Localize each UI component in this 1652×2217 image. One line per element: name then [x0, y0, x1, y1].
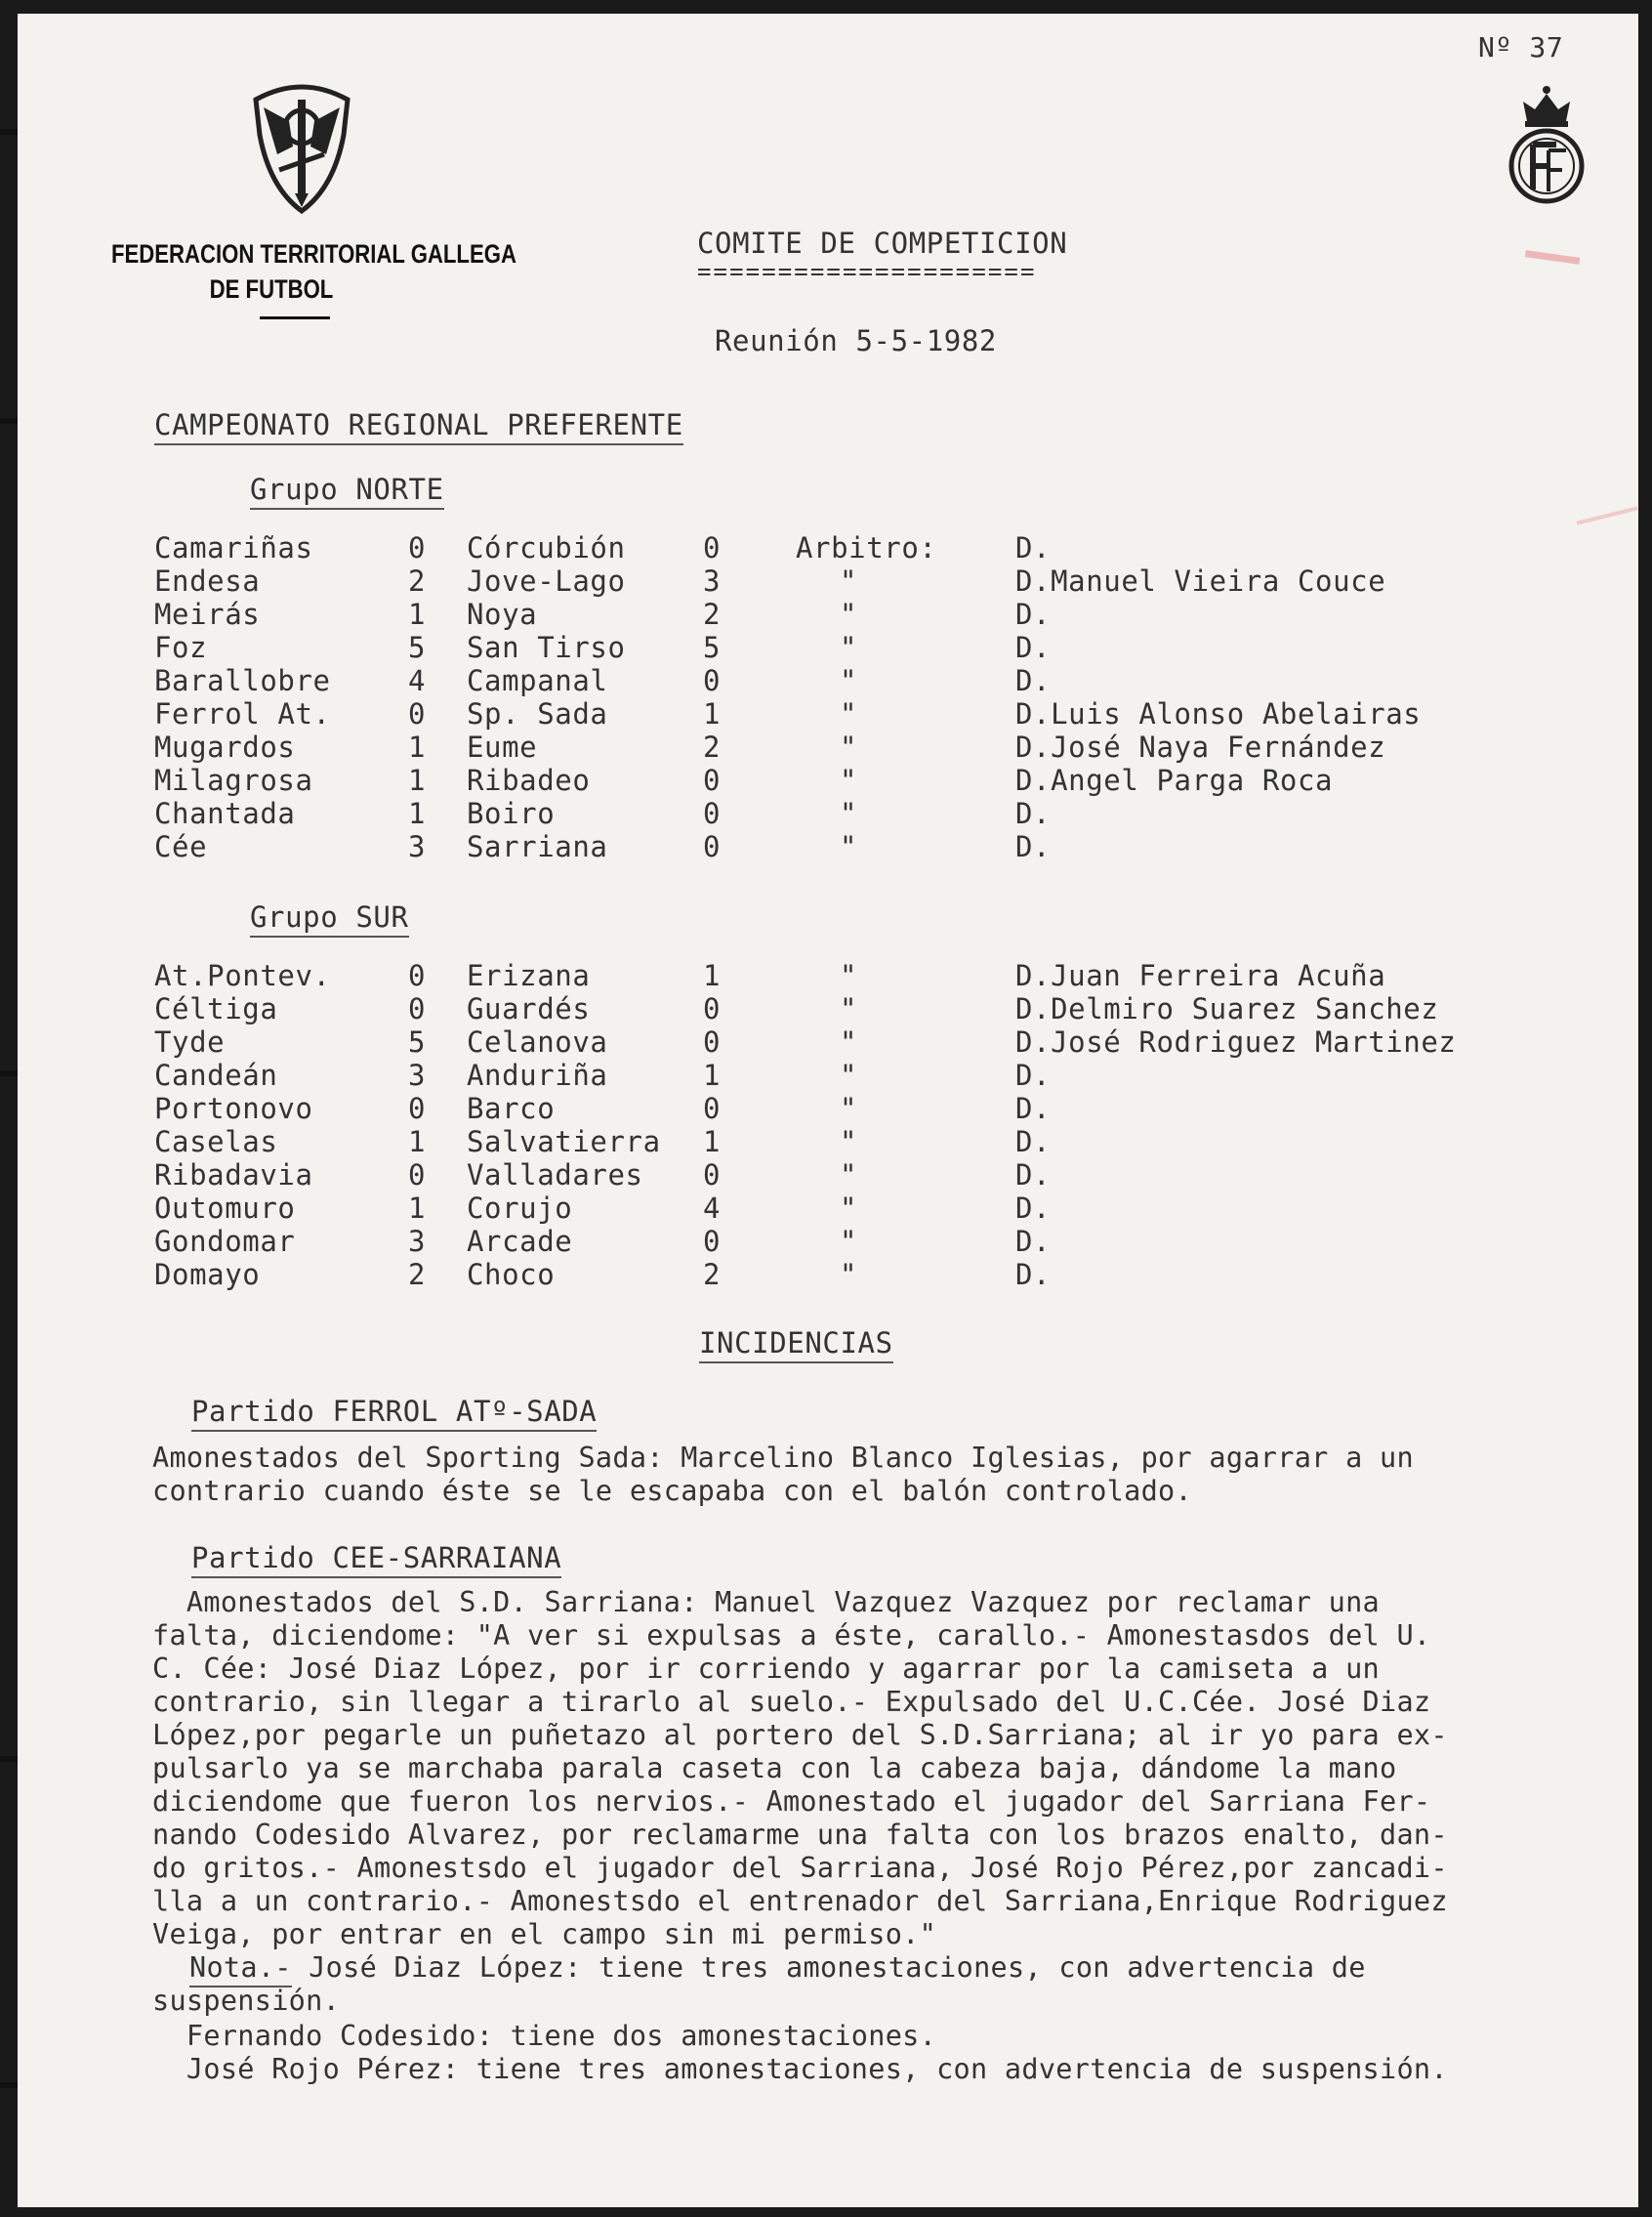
incidents-title: INCIDENCIAS [699, 1326, 893, 1363]
federation-name-line1: FEDERACION TERRITORIAL GALLEGA [111, 239, 516, 269]
table-row: Cée 3 Sarriana 0 " D. [154, 830, 1052, 863]
championship-title: CAMPEONATO REGIONAL PREFERENTE [154, 408, 683, 445]
table-row: Gondomar 3 Arcade 0 " D. [154, 1225, 1052, 1258]
table-row: Céltiga 0 Guardés 0 " D.Delmiro Suarez Sanchez [154, 992, 1439, 1025]
table-row: Meirás 1 Noya 2 " D. [154, 598, 1052, 631]
note-label: Nota.- [189, 1951, 292, 1987]
note-line4: José Rojo Pérez: tiene tres amonestaciones, con advertencia de suspensión. [152, 2053, 1448, 2085]
table-row: Endesa 2 Jove-Lago 3 " D.Manuel Vieira Couce [154, 565, 1386, 598]
group-north-title: Grupo NORTE [250, 473, 444, 510]
table-row: At.Pontev. 0 Erizana 1 " D.Juan Ferreira Acuña [154, 959, 1386, 992]
table-row: Caselas 1 Salvatierra 1 " D. [154, 1125, 1052, 1158]
table-row: Ferrol At. 0 Sp. Sada 1 " D.Luis Alonso Abelairas [154, 697, 1422, 731]
group-south-results [154, 959, 1457, 1291]
note-line3: Fernando Codesido: tiene dos amonestaciones. [152, 2020, 937, 2052]
note-line1: Nota.- José Diaz López: tiene tres amonestaciones, con advertencia de [152, 1951, 1638, 1985]
committee-title: COMITE DE COMPETICION [697, 227, 1068, 260]
federation-shield-icon [250, 78, 353, 215]
group-north-results [154, 531, 1421, 863]
table-row: Tyde 5 Celanova 0 " D.José Rodriguez Martinez [154, 1025, 1457, 1059]
federation-name-line2: DE FUTBOL [209, 274, 334, 304]
table-row: Portonovo 0 Barco 0 " D. [154, 1092, 1052, 1125]
table-row: Ribadavia 0 Valladares 0 " D. [154, 1158, 1052, 1192]
ink-mark [1525, 250, 1580, 265]
table-row: Camariñas 0 Córcubión 0 Arbitro: D. [154, 531, 1052, 565]
match2-report: Amonestados del S.D. Sarriana: Manuel Vazquez Vazquez por reclamar una falta, diciendome: "A ver si expulsas a éste, carallo.- Amonestasdos del U. C. Cée: José Diaz López, por ir corriendo y agarrar por la camiseta a un contrario, sin llegar a tirarlo al suelo.- Expulsado del U.C.Cée. José Diaz López,por pegarle un puñetazo al portero del S.D.Sarriana; al ir yo para ex- pulsarlo ya se marchaba parala caseta con la cabeza baja, dándome la mano diciendome que fueron los nervios.- Amonestado el jugador del Sarriana Fer- nando Codesido Alvarez, por reclamarme una falta con los brazos enalto, dan- do gritos.- Amonestsdo el jugador del Sarriana, José Rojo Pérez,por zancadi- lla a un contrario.- Amonestsdo el entrenador del Sarriana,Enrique Rodriguez Veiga, por entrar en el campo sin mi permiso." [152, 1586, 1448, 1950]
table-row: Domayo 2 Choco 2 " D. [154, 1258, 1052, 1291]
meeting-date: Reunión 5-5-1982 [715, 324, 997, 357]
crown-crest-icon [1506, 82, 1588, 215]
table-row: Candeán 3 Anduriña 1 " D. [154, 1059, 1052, 1092]
table-row: Barallobre 4 Campanal 0 " D. [154, 664, 1052, 697]
committee-title-underline: ===================== [697, 258, 1037, 285]
ink-mark [1576, 506, 1637, 524]
table-row: Outomuro 1 Corujo 4 " D. [154, 1192, 1052, 1225]
table-row: Foz 5 San Tirso 5 " D. [154, 631, 1052, 664]
table-row: Chantada 1 Boiro 0 " D. [154, 797, 1052, 830]
document-page [18, 14, 1638, 2207]
logo-rule [260, 316, 330, 319]
table-row: Mugardos 1 Eume 2 " D.José Naya Fernández [154, 731, 1386, 764]
note-line2: suspensión. [152, 1985, 341, 2017]
table-row: Milagrosa 1 Ribadeo 0 " D.Angel Parga Roca [154, 764, 1334, 797]
match1-title: Partido FERROL ATº-SADA [191, 1395, 597, 1432]
group-south-title: Grupo SUR [250, 900, 409, 938]
match1-report: Amonestados del Sporting Sada: Marcelino Blanco Iglesias, por agarrar a un contrario cuando éste se le escapaba con el balón controlado. [152, 1442, 1414, 1507]
page-number: Nº 37 [1478, 31, 1564, 63]
match2-title: Partido CEE-SARRAIANA [191, 1541, 561, 1578]
